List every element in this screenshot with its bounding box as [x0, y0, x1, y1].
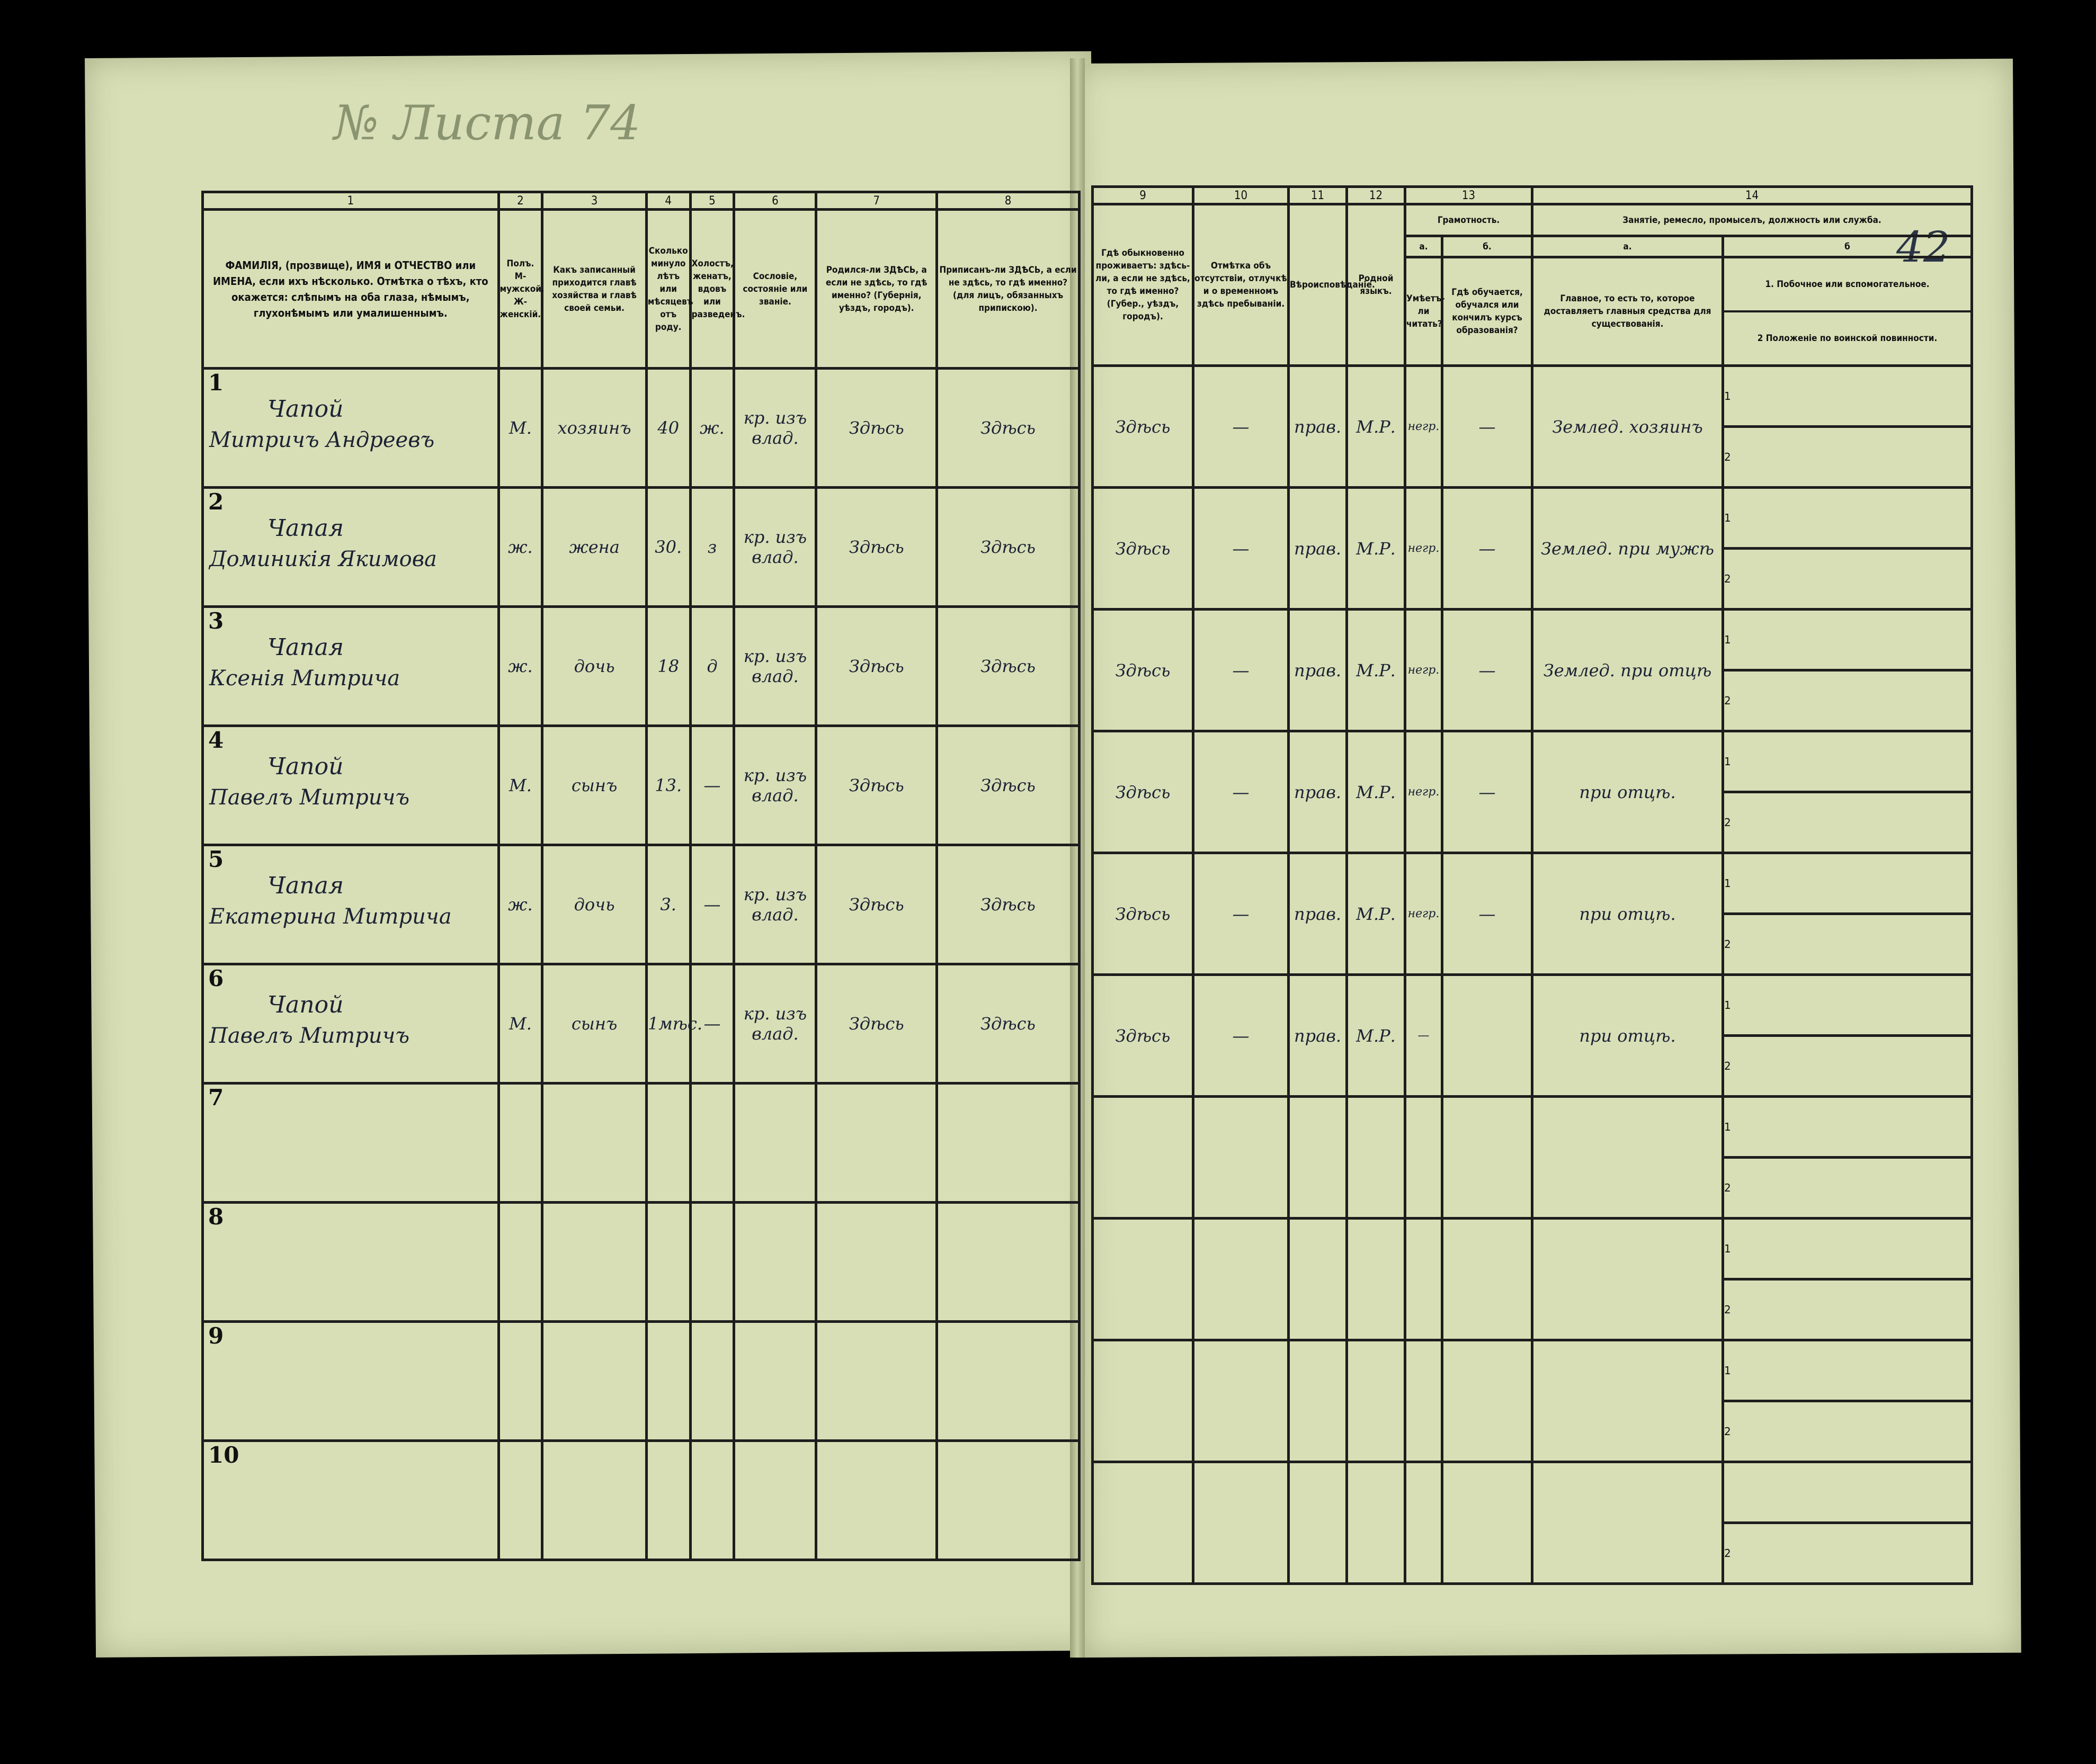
- col-number: 1: [203, 192, 499, 210]
- row-number: 7: [208, 1085, 224, 1111]
- occupation-cell: Землед. при отцѣ: [1532, 610, 1723, 731]
- military-status-2: 2: [1723, 427, 1972, 488]
- left-column-numbers: [203, 192, 1080, 210]
- col-number: 5: [690, 192, 734, 210]
- person-row-right: [1093, 853, 1972, 914]
- name-cell: [203, 607, 499, 726]
- relation-cell: дочь: [542, 607, 647, 726]
- residence-cell: Здѣсь: [1093, 853, 1193, 975]
- registered-cell: [937, 1322, 1080, 1441]
- military-status-2: 2: [1723, 1401, 1972, 1462]
- age-cell: [646, 1322, 690, 1441]
- estate-cell: [734, 1084, 816, 1203]
- born-cell: Здѣсь: [816, 964, 937, 1084]
- marital-cell: [690, 1084, 734, 1203]
- born-cell: Здѣсь: [816, 845, 937, 964]
- person-row-left: [203, 1084, 1080, 1203]
- row-number: 5: [208, 846, 224, 872]
- person-row-right: [1093, 610, 1972, 670]
- education-cell: —: [1442, 731, 1532, 853]
- marital-cell: [690, 1441, 734, 1560]
- side-occupation-1: 1: [1723, 366, 1972, 427]
- marital-cell: —: [690, 726, 734, 845]
- military-status-2: 2: [1723, 792, 1972, 853]
- left-census-table: [201, 191, 1081, 1561]
- residence-cell: Здѣсь: [1093, 366, 1193, 488]
- reads-cell: негр.: [1405, 488, 1442, 610]
- col-number: 7: [816, 192, 937, 210]
- military-status-2: 2: [1723, 1158, 1972, 1219]
- header-literacy-a: а.: [1405, 236, 1442, 257]
- religion-cell: [1289, 1462, 1347, 1584]
- side-occupation-1: [1723, 1462, 1972, 1523]
- education-cell: [1442, 1097, 1532, 1219]
- education-cell: —: [1442, 366, 1532, 488]
- registered-cell: [937, 1203, 1080, 1322]
- age-cell: [646, 1084, 690, 1203]
- row-number: 3: [208, 608, 224, 634]
- residence-cell: [1093, 1462, 1193, 1584]
- row-number: 10: [208, 1442, 239, 1468]
- residence-cell: [1093, 1340, 1193, 1462]
- estate-cell: кр. изъ влад.: [734, 964, 816, 1084]
- name-cell: [203, 488, 499, 607]
- occupation-cell: [1532, 1219, 1723, 1340]
- reads-cell: [1405, 1097, 1442, 1219]
- right-census-table: [1091, 185, 1973, 1585]
- col-number: 3: [542, 192, 647, 210]
- person-row-left: [203, 488, 1080, 607]
- reads-cell: —: [1405, 975, 1442, 1097]
- person-row-right: [1093, 1097, 1972, 1158]
- occupation-cell: [1532, 1462, 1723, 1584]
- given-names: Ксенія Митрича: [209, 666, 400, 691]
- language-cell: [1347, 1462, 1405, 1584]
- header-religion: Вѣроисповѣданіе.: [1289, 204, 1347, 366]
- marital-cell: [690, 1203, 734, 1322]
- estate-cell: [734, 1441, 816, 1560]
- left-column-headers: [203, 210, 1080, 369]
- sex-cell: ж.: [498, 845, 542, 964]
- absence-cell: —: [1193, 366, 1289, 488]
- education-cell: [1442, 1340, 1532, 1462]
- age-cell: [646, 1203, 690, 1322]
- education-cell: [1442, 1462, 1532, 1584]
- relation-cell: сынъ: [542, 964, 647, 1084]
- given-names: Митричъ Андреевъ: [209, 428, 435, 452]
- row-number: 6: [208, 965, 224, 991]
- reads-cell: [1405, 1340, 1442, 1462]
- military-status-2: 2: [1723, 549, 1972, 610]
- col-number: 11: [1289, 187, 1347, 204]
- religion-cell: [1289, 1340, 1347, 1462]
- reads-cell: [1405, 1219, 1442, 1340]
- relation-cell: [542, 1203, 647, 1322]
- sex-cell: [498, 1203, 542, 1322]
- born-cell: [816, 1203, 937, 1322]
- person-row-right: [1093, 731, 1972, 792]
- registered-cell: Здѣсь: [937, 488, 1080, 607]
- education-cell: —: [1442, 488, 1532, 610]
- residence-cell: Здѣсь: [1093, 975, 1193, 1097]
- side-occupation-1: 1: [1723, 488, 1972, 549]
- marital-cell: ж.: [690, 369, 734, 488]
- given-names: Павелъ Митричъ: [209, 785, 410, 810]
- sheet-number-label: № Листа 74: [334, 95, 641, 151]
- registered-cell: Здѣсь: [937, 964, 1080, 1084]
- corner-page-number: 42: [1896, 222, 1950, 272]
- age-cell: 3.: [646, 845, 690, 964]
- sex-cell: ж.: [498, 488, 542, 607]
- row-number: 8: [208, 1204, 224, 1230]
- born-cell: [816, 1084, 937, 1203]
- sex-cell: ж.: [498, 607, 542, 726]
- surname: Чапой: [267, 753, 344, 780]
- occupation-cell: при отцѣ.: [1532, 731, 1723, 853]
- right-group-headers: [1093, 204, 1972, 236]
- name-cell: [203, 1322, 499, 1441]
- language-cell: [1347, 1219, 1405, 1340]
- language-cell: М.Р.: [1347, 366, 1405, 488]
- reads-cell: [1405, 1462, 1442, 1584]
- relation-cell: [542, 1441, 647, 1560]
- given-names: Доминикія Якимова: [209, 547, 437, 571]
- estate-cell: [734, 1203, 816, 1322]
- person-row-left: [203, 1322, 1080, 1441]
- sex-cell: М.: [498, 726, 542, 845]
- estate-cell: кр. изъ влад.: [734, 845, 816, 964]
- header-marital: Холостъ, женатъ, вдовъ или разведенъ.: [690, 210, 734, 369]
- person-row-right: [1093, 975, 1972, 1036]
- absence-cell: [1193, 1097, 1289, 1219]
- born-cell: Здѣсь: [816, 607, 937, 726]
- header-occupation: Занятіе, ремесло, промыселъ, должность или служба.: [1532, 204, 1972, 236]
- given-names: Павелъ Митричъ: [209, 1024, 410, 1048]
- religion-cell: [1289, 1219, 1347, 1340]
- header-main-occupation: Главное, то есть то, которое доставляетъ главныя средства для существованія.: [1532, 257, 1723, 366]
- col-number: 9: [1093, 187, 1193, 204]
- row-number: 2: [208, 489, 224, 515]
- occupation-cell: Землед. хозяинъ: [1532, 366, 1723, 488]
- military-status-2: 2: [1723, 1523, 1972, 1584]
- col-number: 10: [1193, 187, 1289, 204]
- header-sex: Полъ. М-мужской. Ж-женскій.: [498, 210, 542, 369]
- side-occupation-1: 1: [1723, 731, 1972, 792]
- header-born: Родился-ли ЗДѢСЬ, а если не здѣсь, то гдѣ именно? (Губернія, уѣздъ, городъ).: [816, 210, 937, 369]
- name-cell: [203, 1441, 499, 1560]
- marital-cell: з: [690, 488, 734, 607]
- name-cell: [203, 369, 499, 488]
- relation-cell: дочь: [542, 845, 647, 964]
- born-cell: Здѣсь: [816, 369, 937, 488]
- estate-cell: кр. изъ влад.: [734, 607, 816, 726]
- surname: Чапая: [267, 515, 344, 542]
- reads-cell: негр.: [1405, 610, 1442, 731]
- occupation-cell: [1532, 1097, 1723, 1219]
- person-row-left: [203, 845, 1080, 964]
- header-reads: Умѣетъ-ли читать?: [1405, 257, 1442, 366]
- reads-cell: негр.: [1405, 366, 1442, 488]
- education-cell: [1442, 1219, 1532, 1340]
- relation-cell: жена: [542, 488, 647, 607]
- col-number: 4: [646, 192, 690, 210]
- education-cell: [1442, 975, 1532, 1097]
- religion-cell: прав.: [1289, 610, 1347, 731]
- absence-cell: —: [1193, 488, 1289, 610]
- sex-cell: [498, 1441, 542, 1560]
- header-relation: Какъ записанный приходится главѣ хозяйства и главѣ своей семьи.: [542, 210, 647, 369]
- absence-cell: —: [1193, 853, 1289, 975]
- estate-cell: кр. изъ влад.: [734, 369, 816, 488]
- age-cell: 40: [646, 369, 690, 488]
- header-side-occupation: [1723, 257, 1972, 366]
- residence-cell: Здѣсь: [1093, 488, 1193, 610]
- absence-cell: [1193, 1219, 1289, 1340]
- residence-cell: [1093, 1219, 1193, 1340]
- relation-cell: сынъ: [542, 726, 647, 845]
- col-number: 8: [937, 192, 1080, 210]
- person-row-left: [203, 726, 1080, 845]
- born-cell: [816, 1441, 937, 1560]
- education-cell: —: [1442, 853, 1532, 975]
- given-names: Екатерина Митрича: [209, 905, 452, 929]
- header-absence: Отмѣтка объ отсутствіи, отлучкѣ и о временномъ здѣсь пребываніи.: [1193, 204, 1289, 366]
- born-cell: Здѣсь: [816, 488, 937, 607]
- col-number: 13: [1405, 187, 1532, 204]
- header-occupation-a: а.: [1532, 236, 1723, 257]
- person-row-right: [1093, 1340, 1972, 1401]
- language-cell: М.Р.: [1347, 975, 1405, 1097]
- col-number: 6: [734, 192, 816, 210]
- language-cell: [1347, 1097, 1405, 1219]
- reads-cell: негр.: [1405, 853, 1442, 975]
- row-number: 9: [208, 1323, 224, 1349]
- surname: Чапой: [267, 991, 344, 1018]
- registered-cell: [937, 1084, 1080, 1203]
- age-cell: 13.: [646, 726, 690, 845]
- reads-cell: негр.: [1405, 731, 1442, 853]
- language-cell: М.Р.: [1347, 731, 1405, 853]
- side-occupation-1: 1: [1723, 1097, 1972, 1158]
- header-age: Сколько минуло лѣтъ или мѣсяцевъ отъ роду.: [646, 210, 690, 369]
- military-status-2: 2: [1723, 1036, 1972, 1097]
- language-cell: М.Р.: [1347, 853, 1405, 975]
- age-cell: 1мѣс.: [646, 964, 690, 1084]
- side-occupation-1: 1: [1723, 610, 1972, 670]
- marital-cell: —: [690, 845, 734, 964]
- side-occupation-1: 1: [1723, 975, 1972, 1036]
- language-cell: М.Р.: [1347, 610, 1405, 731]
- religion-cell: [1289, 1097, 1347, 1219]
- religion-cell: прав.: [1289, 731, 1347, 853]
- occupation-cell: Землед. при мужѣ: [1532, 488, 1723, 610]
- person-row-right: [1093, 1219, 1972, 1279]
- surname: Чапая: [267, 634, 344, 661]
- person-row-right: [1093, 366, 1972, 427]
- religion-cell: прав.: [1289, 975, 1347, 1097]
- language-cell: М.Р.: [1347, 488, 1405, 610]
- age-cell: 30.: [646, 488, 690, 607]
- header-side-1: 1. Побочное или вспомогательное.: [1724, 258, 1970, 312]
- residence-cell: Здѣсь: [1093, 610, 1193, 731]
- religion-cell: прав.: [1289, 366, 1347, 488]
- born-cell: [816, 1322, 937, 1441]
- age-cell: [646, 1441, 690, 1560]
- header-estate: Сословіе, состояніе или званіе.: [734, 210, 816, 369]
- name-cell: [203, 845, 499, 964]
- absence-cell: [1193, 1462, 1289, 1584]
- occupation-cell: при отцѣ.: [1532, 853, 1723, 975]
- header-education: Гдѣ обучается, обучался или кончилъ курсъ образованія?: [1442, 257, 1532, 366]
- header-occupation-b: б: [1723, 236, 1972, 257]
- header-side-2: 2 Положеніе по воинской повинности.: [1757, 333, 1938, 344]
- header-registered: Приписанъ-ли ЗДѢСЬ, а если не здѣсь, то гдѣ именно? (для лицъ, обязанныхъ припискою).: [937, 210, 1080, 369]
- absence-cell: —: [1193, 610, 1289, 731]
- sex-cell: М.: [498, 964, 542, 1084]
- absence-cell: [1193, 1340, 1289, 1462]
- name-cell: [203, 1203, 499, 1322]
- marital-cell: д: [690, 607, 734, 726]
- col-number: 12: [1347, 187, 1405, 204]
- military-status-2: 2: [1723, 1279, 1972, 1340]
- marital-cell: —: [690, 964, 734, 1084]
- religion-cell: прав.: [1289, 853, 1347, 975]
- occupation-cell: при отцѣ.: [1532, 975, 1723, 1097]
- religion-cell: прав.: [1289, 488, 1347, 610]
- name-cell: [203, 1084, 499, 1203]
- estate-cell: кр. изъ влад.: [734, 726, 816, 845]
- education-cell: —: [1442, 610, 1532, 731]
- surname: Чапая: [267, 872, 344, 899]
- born-cell: Здѣсь: [816, 726, 937, 845]
- row-number: 1: [208, 370, 224, 396]
- person-row-right: [1093, 488, 1972, 549]
- side-occupation-1: 1: [1723, 1219, 1972, 1279]
- col-number: 14: [1532, 187, 1972, 204]
- name-cell: [203, 964, 499, 1084]
- header-literacy: Грамотность.: [1405, 204, 1532, 236]
- person-row-left: [203, 1203, 1080, 1322]
- person-row-right: [1093, 1462, 1972, 1523]
- estate-cell: [734, 1322, 816, 1441]
- registered-cell: Здѣсь: [937, 845, 1080, 964]
- relation-cell: [542, 1322, 647, 1441]
- header-residence: Гдѣ обыкновенно проживаетъ: здѣсь-ли, а если не здѣсь, то гдѣ именно? (Губер., уѣздъ, городъ).: [1093, 204, 1193, 366]
- military-status-2: 2: [1723, 914, 1972, 975]
- residence-cell: Здѣсь: [1093, 731, 1193, 853]
- right-column-numbers: [1093, 187, 1972, 204]
- person-row-left: [203, 1441, 1080, 1560]
- header-language: Родной языкъ.: [1347, 204, 1405, 366]
- person-row-left: [203, 964, 1080, 1084]
- header-literacy-b: б.: [1442, 236, 1532, 257]
- header-name: ФАМИЛІЯ, (прозвище), ИМЯ и ОТЧЕСТВО или ИМЕНА, если ихъ нѣсколько. Отмѣтка о тѣхъ, кто окажется: слѣпымъ на оба глаза, нѣмымъ, глухонѣмымъ или умалишеннымъ.: [203, 210, 499, 369]
- registered-cell: [937, 1441, 1080, 1560]
- sex-cell: [498, 1322, 542, 1441]
- side-occupation-1: 1: [1723, 853, 1972, 914]
- person-row-left: [203, 607, 1080, 726]
- relation-cell: хозяинъ: [542, 369, 647, 488]
- registered-cell: Здѣсь: [937, 726, 1080, 845]
- person-row-left: [203, 369, 1080, 488]
- registered-cell: Здѣсь: [937, 369, 1080, 488]
- relation-cell: [542, 1084, 647, 1203]
- marital-cell: [690, 1322, 734, 1441]
- name-cell: [203, 726, 499, 845]
- military-status-2: 2: [1723, 670, 1972, 731]
- sex-cell: [498, 1084, 542, 1203]
- row-number: 4: [208, 727, 224, 753]
- registered-cell: Здѣсь: [937, 607, 1080, 726]
- occupation-cell: [1532, 1340, 1723, 1462]
- surname: Чапой: [267, 396, 344, 423]
- absence-cell: —: [1193, 975, 1289, 1097]
- side-occupation-1: 1: [1723, 1340, 1972, 1401]
- residence-cell: [1093, 1097, 1193, 1219]
- language-cell: [1347, 1340, 1405, 1462]
- sex-cell: М.: [498, 369, 542, 488]
- absence-cell: —: [1193, 731, 1289, 853]
- estate-cell: кр. изъ влад.: [734, 488, 816, 607]
- col-number: 2: [498, 192, 542, 210]
- age-cell: 18: [646, 607, 690, 726]
